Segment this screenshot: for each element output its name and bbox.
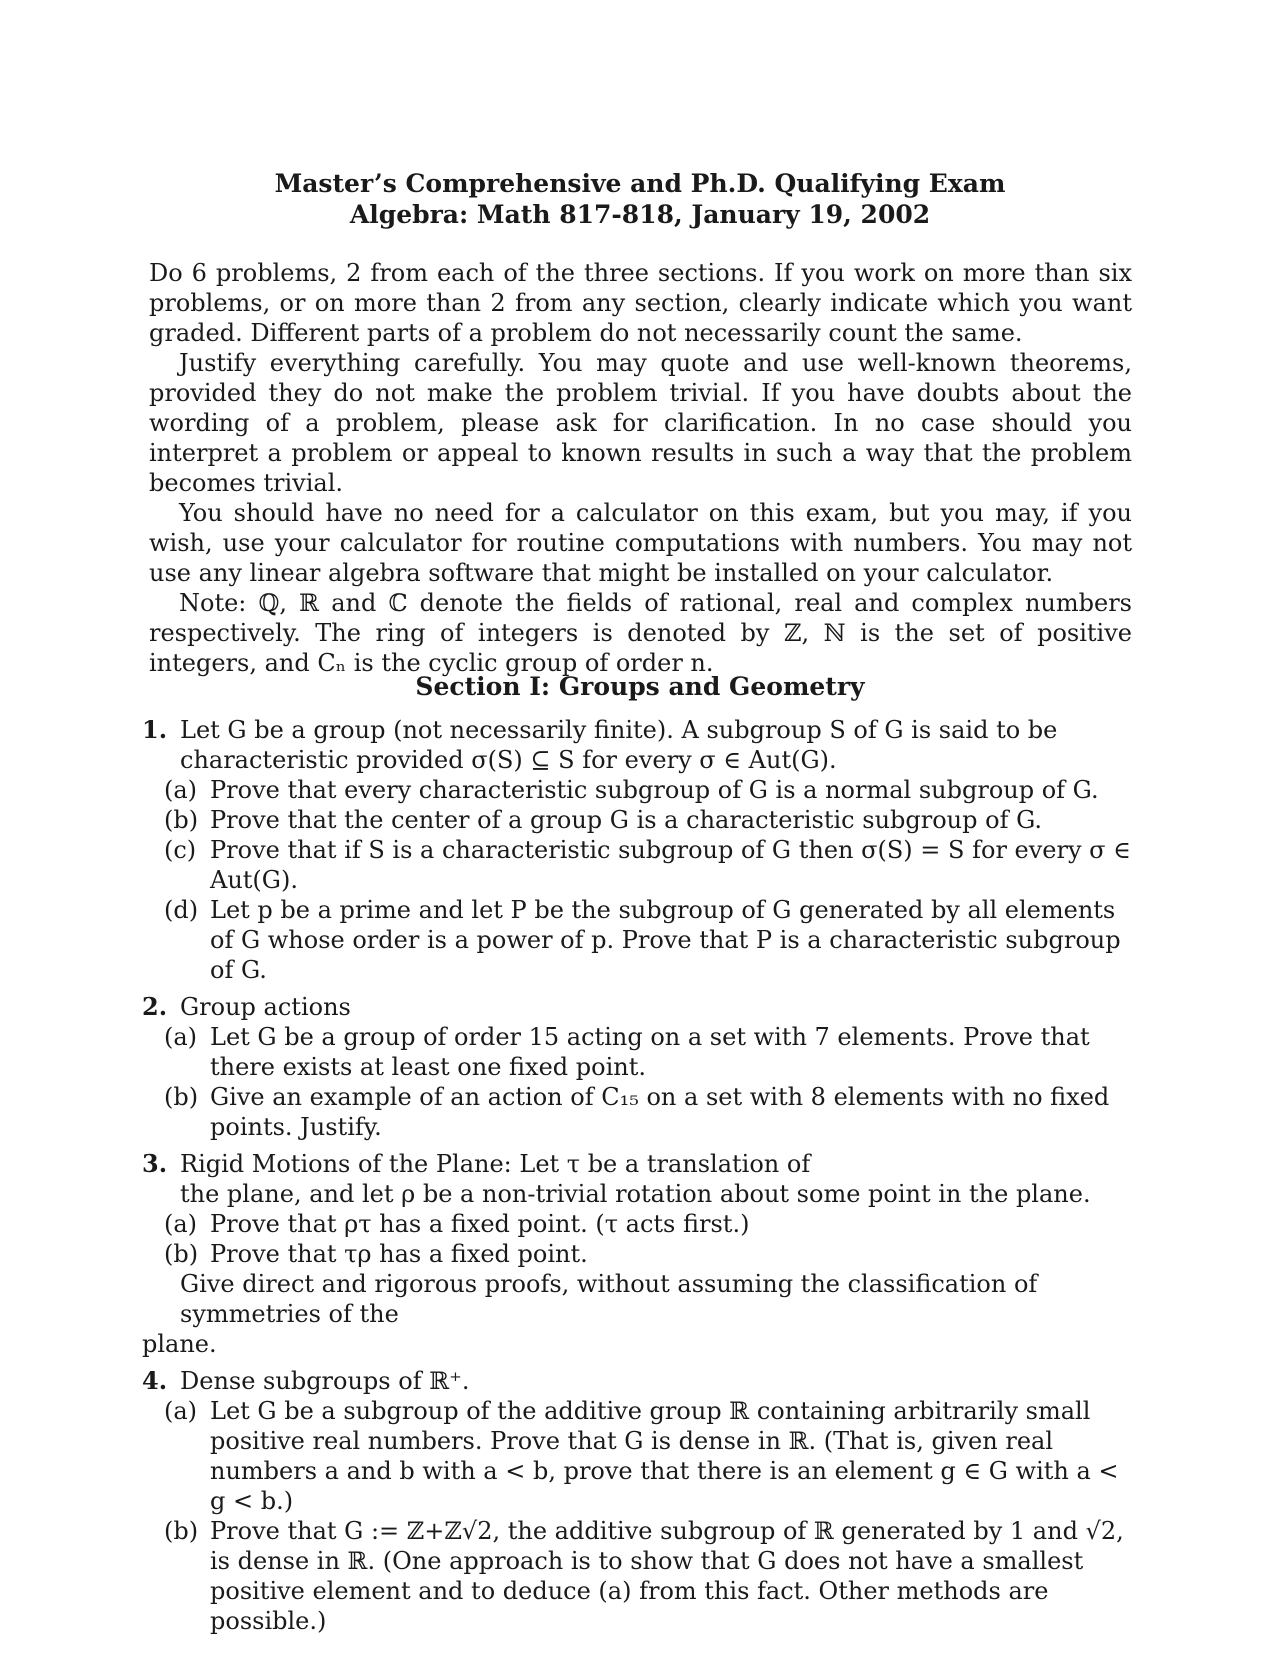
problem-3 (142, 1149, 1132, 1359)
part-text: Let G be a subgroup of the additive group ℝ containing arbitrarily small positive real numbers. Prove that G is dense in ℝ. (That is, given real numbers a and b with a < b, prove that there is an element g ∈ G with a < g < b.) (210, 1397, 1119, 1515)
instructions-paragraph-3: You should have no need for a calculator on this exam, but you may, if you wish, use your calculator for routine computations with numbers. You may not use any linear algebra software that might be installed on your calculator. (149, 499, 1132, 587)
problem-part (142, 895, 1132, 985)
part-label: (d) (164, 896, 199, 924)
problem-list (142, 715, 1132, 1643)
exam-header (0, 168, 1280, 230)
part-label: (a) (164, 1023, 198, 1051)
problem-number: 1. (142, 715, 168, 744)
part-label: (a) (164, 776, 198, 804)
part-text: Let G be a group of order 15 acting on a set with 7 elements. Prove that there exists at least one fixed point. (210, 1023, 1090, 1081)
part-label: (a) (164, 1210, 198, 1238)
problem-part (142, 835, 1132, 895)
problem-part (142, 805, 1132, 835)
part-label: (c) (164, 836, 197, 864)
problem-part (142, 1082, 1132, 1142)
section-title: Section I: Groups and Geometry (415, 672, 865, 701)
problem-part (142, 1239, 1132, 1269)
instructions-paragraph-2: Justify everything carefully. You may quote and use well-known theorems, provided they do not make the problem trivial. If you have doubts about the wording of a problem, please ask for clarification. In no case should you interpret a problem or appeal to known results in such a way that the problem becomes trivial. (149, 349, 1132, 497)
problem-number: 4. (142, 1366, 168, 1395)
part-label: (a) (164, 1397, 198, 1425)
part-text: Give an example of an action of C₁₅ on a set with 8 elements with no fixed points. Justify. (210, 1083, 1110, 1141)
problem-part (142, 775, 1132, 805)
problem-2 (142, 992, 1132, 1142)
part-label: (b) (164, 1083, 199, 1111)
problem-statement: Let G be a group (not necessarily finite). A subgroup S of G is said to be characteristic provided σ(S) ⊆ S for every σ ∈ Aut(G). (180, 716, 1058, 774)
problem-statement-continued: the plane, and let ρ be a non-trivial rotation about some point in the plane. (180, 1180, 1091, 1208)
instructions-paragraph-1: Do 6 problems, 2 from each of the three sections. If you work on more than six problems, or on more than 2 from any section, clearly indicate which you want graded. Different parts of a problem do not necessarily count the same. (149, 259, 1132, 347)
part-text: Prove that G := ℤ+ℤ√2, the additive subgroup of ℝ generated by 1 and √2, is dense in ℝ. (One approach is to show that G does not have a smallest positive element and to deduce (a) from this fact. Other methods are possible.) (210, 1517, 1124, 1635)
problem-note-continued: plane. (142, 1330, 217, 1358)
problem-statement: Group actions (180, 993, 351, 1021)
exam-title: Master’s Comprehensive and Ph.D. Qualifying Exam (274, 169, 1006, 198)
part-text: Prove that the center of a group G is a characteristic subgroup of G. (210, 806, 1043, 834)
problem-number: 3. (142, 1149, 168, 1178)
problem-number: 2. (142, 992, 168, 1021)
problem-statement: Rigid Motions of the Plane: Let τ be a translation of (180, 1150, 811, 1178)
problem-part (142, 1516, 1132, 1636)
part-label: (b) (164, 806, 199, 834)
problem-statement: Dense subgroups of ℝ⁺. (180, 1367, 470, 1395)
part-text: Prove that τρ has a fixed point. (210, 1240, 588, 1268)
part-text: Prove that every characteristic subgroup of G is a normal subgroup of G. (210, 776, 1099, 804)
part-text: Prove that ρτ has a fixed point. (τ acts first.) (210, 1210, 750, 1238)
part-label: (b) (164, 1240, 199, 1268)
exam-subtitle: Algebra: Math 817-818, January 19, 2002 (349, 200, 931, 229)
instructions (149, 258, 1132, 678)
problem-part (142, 1209, 1132, 1239)
problem-part (142, 1022, 1132, 1082)
instructions-paragraph-4: Note: ℚ, ℝ and ℂ denote the fields of rational, real and complex numbers respectively. The ring of integers is denoted by ℤ, ℕ is the set of positive integers, and Cₙ is the cyclic group of order n. (149, 589, 1132, 677)
problem-4 (142, 1366, 1132, 1636)
problem-1 (142, 715, 1132, 985)
problem-part (142, 1396, 1132, 1516)
part-text: Prove that if S is a characteristic subgroup of G then σ(S) = S for every σ ∈ Aut(G). (210, 836, 1131, 894)
part-label: (b) (164, 1517, 199, 1545)
part-text: Let p be a prime and let P be the subgroup of G generated by all elements of G whose order is a power of p. Prove that P is a characteristic subgroup of G. (210, 896, 1121, 984)
problem-note: Give direct and rigorous proofs, without assuming the classification of symmetries of the (180, 1270, 1038, 1328)
